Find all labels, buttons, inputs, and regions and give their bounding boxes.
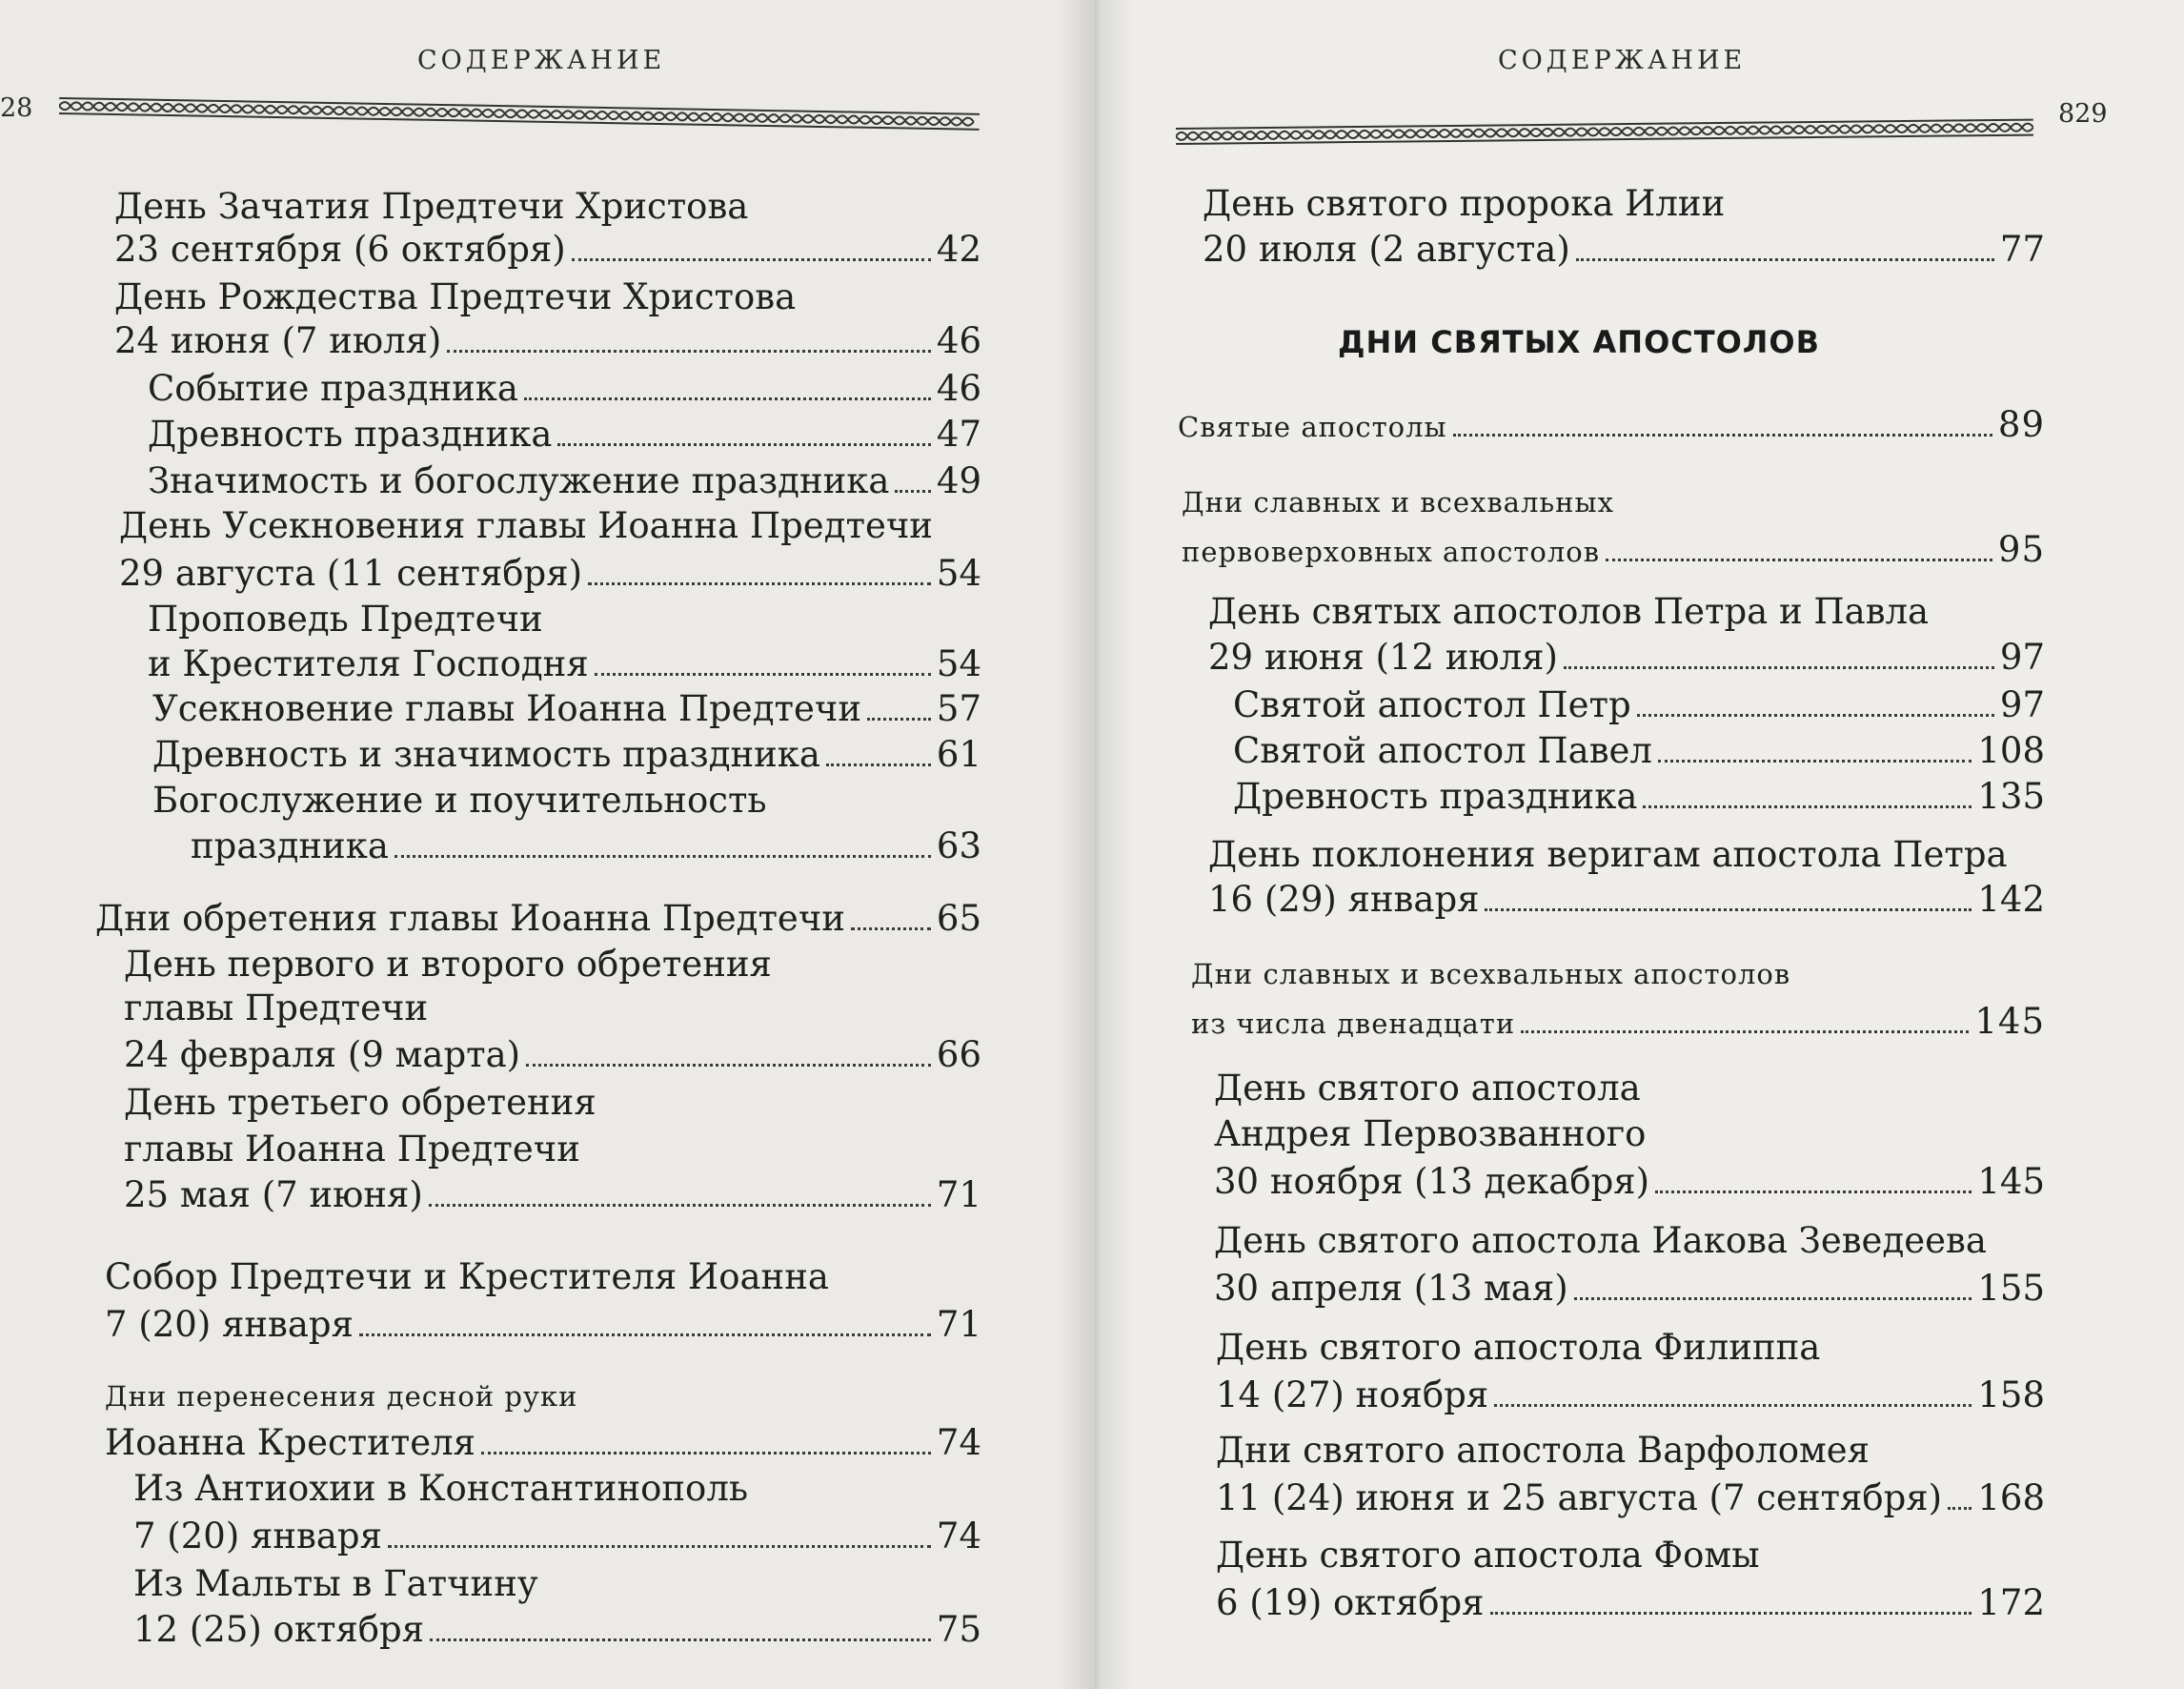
left-toc-entry (133, 1563, 538, 1605)
left-toc-entry (133, 1516, 981, 1557)
dot-leader (388, 1545, 931, 1548)
dot-leader (572, 258, 931, 261)
dot-leader (1658, 760, 1972, 763)
toc-entry-title: День Зачатия Предтечи Христова (114, 186, 749, 227)
toc-entry-title: 29 августа (11 сентября) (119, 553, 583, 594)
toc-entry-title: Святой апостол Петр (1233, 684, 1631, 725)
left-toc-entry (152, 780, 767, 822)
toc-entry-page-number: 71 (936, 1304, 981, 1345)
toc-entry-title: День третьего обретения (124, 1082, 597, 1123)
left-toc-entry (114, 229, 981, 271)
toc-entry-title: Дни славных и всехвальных апостолов (1191, 958, 1791, 990)
left-toc-entry (95, 898, 981, 940)
toc-entry-title: 20 июля (2 августа) (1203, 229, 1570, 270)
right-toc-entry (1182, 481, 1614, 523)
dot-leader (429, 1204, 931, 1207)
toc-entry-title: Значимость и богослужение праздника (148, 460, 890, 501)
right-toc-entry (1203, 183, 1725, 225)
toc-entry-page-number: 75 (936, 1609, 981, 1650)
right-toc-entry (1203, 229, 2045, 271)
toc-entry-page-number: 46 (936, 320, 981, 361)
left-toc-entry (133, 1609, 981, 1651)
right-toc-entry (1214, 1161, 2045, 1203)
toc-entry-title: День святого апостола Иакова Зеведеева (1214, 1220, 1987, 1261)
toc-entry-page-number: 145 (1974, 1001, 2045, 1042)
dot-leader (1485, 908, 1972, 911)
toc-entry-page-number: 97 (1999, 684, 2045, 725)
right-page-number: 829 (2058, 99, 2108, 129)
toc-entry-title: Древность и значимость праздника (152, 734, 820, 775)
toc-entry-page-number: 74 (936, 1422, 981, 1463)
toc-entry-page-number: 65 (936, 898, 981, 939)
toc-entry-title: День святого пророка Илии (1203, 183, 1726, 224)
dot-leader (1453, 434, 1992, 437)
left-toc-entry (105, 1375, 577, 1417)
toc-entry-title: Из Мальты в Гатчину (133, 1563, 538, 1604)
dot-leader (359, 1333, 931, 1336)
toc-entry-title: Из Антиохии в Константинополь (133, 1468, 748, 1509)
toc-entry-title: 16 (29) января (1208, 879, 1480, 920)
toc-entry-title: 23 сентября (6 октября) (114, 229, 566, 270)
right-toc-entry (1191, 1001, 2045, 1045)
toc-entry-title: главы Предтечи (124, 987, 429, 1028)
toc-entry-title: День святых апостолов Петра и Павла (1208, 591, 1930, 632)
toc-entry-title: главы Иоанна Предтечи (124, 1129, 580, 1170)
toc-entry-title: Дни обретения главы Иоанна Предтечи (95, 898, 845, 939)
toc-entry-page-number: 54 (936, 553, 981, 594)
right-toc-entry (1178, 404, 2045, 448)
left-toc-entry (152, 688, 981, 730)
right-toc-entry (1214, 1268, 2045, 1310)
left-running-header: СОДЕРЖАНИЕ (417, 46, 666, 75)
left-toc-entry (152, 734, 981, 776)
dot-leader (851, 927, 931, 930)
dot-leader (526, 1064, 931, 1067)
toc-entry-page-number: 97 (1999, 637, 2045, 678)
toc-entry-title: 24 февраля (9 марта) (124, 1034, 521, 1075)
toc-entry-title: День святого апостола Филиппа (1216, 1327, 1821, 1368)
toc-entry-title: Древность праздника (1233, 776, 1638, 817)
dot-leader (1490, 1612, 1972, 1615)
dot-leader (1948, 1507, 1972, 1510)
toc-entry-title: Проповедь Предтечи (148, 599, 543, 640)
dot-leader (826, 763, 931, 766)
left-toc-entry (114, 320, 981, 362)
left-toc-entry (105, 1422, 981, 1464)
right-toc-entry (1233, 684, 2045, 726)
right-toc-entry (1208, 834, 2008, 876)
toc-entry-page-number: 89 (1997, 404, 2045, 445)
dot-leader (1574, 1297, 1972, 1300)
left-toc-entry (105, 1304, 981, 1346)
left-toc-entry (148, 414, 981, 456)
left-toc-entry (114, 276, 796, 318)
toc-entry-title: 7 (20) января (133, 1516, 382, 1557)
left-toc-entry (119, 505, 933, 547)
left-toc-entry (124, 1129, 580, 1170)
toc-entry-page-number: 57 (936, 688, 981, 729)
toc-entry-title: Дни перенесения десной руки (105, 1380, 578, 1413)
left-toc-entry (148, 599, 543, 641)
toc-entry-title: 29 июня (12 июля) (1208, 637, 1558, 678)
toc-entry-title: 24 июня (7 июля) (114, 320, 442, 361)
right-toc-entry (1216, 1582, 2045, 1624)
toc-entry-title: Дни святого апостола Варфоломея (1216, 1430, 1870, 1471)
right-running-header: СОДЕРЖАНИЕ (1498, 46, 1747, 75)
dot-leader (1576, 258, 1994, 261)
dot-leader (447, 350, 931, 353)
toc-entry-title: праздника (191, 825, 389, 866)
toc-entry-title: 30 ноября (13 декабря) (1214, 1161, 1650, 1202)
right-toc-entry (1214, 1068, 1641, 1109)
toc-entry-title: 12 (25) октября (133, 1609, 425, 1650)
right-toc-entry (1214, 1113, 1646, 1155)
right-toc-entry (1233, 776, 2045, 818)
toc-entry-page-number: 135 (1977, 776, 2045, 817)
toc-entry-page-number: 77 (1999, 229, 2045, 270)
right-toc-entry (1208, 637, 2045, 679)
left-toc-entry (148, 643, 981, 685)
toc-entry-title: Иоанна Крестителя (105, 1422, 476, 1463)
right-toc-entry (1191, 953, 1790, 995)
left-toc-entry (148, 460, 981, 502)
toc-entry-title: из числа двенадцати (1191, 1007, 1516, 1040)
toc-entry-page-number: 49 (936, 460, 981, 501)
toc-entry-title: День святого апостола Фомы (1216, 1535, 1760, 1576)
right-page (1092, 0, 2184, 1689)
toc-entry-page-number: 42 (936, 229, 981, 270)
toc-entry-page-number: 61 (936, 734, 981, 775)
right-toc-entry (1233, 730, 2045, 772)
right-toc-entry (1214, 1220, 1987, 1262)
dot-leader (1494, 1404, 1972, 1407)
toc-entry-title: Святые апостолы (1178, 411, 1447, 443)
toc-entry-title: 7 (20) января (105, 1304, 354, 1345)
toc-entry-title: и Крестителя Господня (148, 643, 589, 684)
toc-entry-page-number: 95 (1997, 529, 2045, 570)
toc-entry-page-number: 145 (1977, 1161, 2045, 1202)
toc-entry-title: Дни славных и всехвальных (1182, 486, 1614, 519)
left-page-number: 28 (0, 93, 33, 123)
toc-entry-title: День святого апостола (1214, 1068, 1641, 1109)
toc-entry-page-number: 71 (936, 1174, 981, 1215)
dot-leader (1521, 1030, 1969, 1033)
toc-entry-title: 30 апреля (13 мая) (1214, 1268, 1568, 1309)
toc-entry-title: Богослужение и поучительность (152, 780, 767, 821)
toc-entry-title: 11 (24) июня и 25 августа (7 сентября) (1216, 1477, 1943, 1518)
dot-leader (595, 673, 931, 676)
left-toc-entry (148, 368, 981, 410)
toc-entry-title: 14 (27) ноября (1216, 1374, 1489, 1415)
left-toc-entry (105, 1256, 829, 1298)
toc-entry-page-number: 172 (1977, 1582, 2045, 1623)
left-toc-entry (124, 1034, 981, 1076)
toc-entry-title: Событие праздника (148, 368, 518, 409)
toc-entry-page-number: 142 (1977, 879, 2045, 920)
left-toc-entry (114, 186, 748, 228)
left-toc-entry (133, 1468, 748, 1510)
right-toc-entry (1216, 1535, 1760, 1577)
dot-leader (1637, 714, 1994, 717)
right-toc-entry (1182, 529, 2045, 573)
dot-leader (1655, 1190, 1972, 1193)
toc-entry-page-number: 46 (936, 368, 981, 409)
right-toc-entry (1208, 879, 2045, 921)
toc-entry-title: День Рождества Предтечи Христова (114, 276, 797, 317)
dot-leader (1564, 666, 1994, 669)
toc-entry-page-number: 158 (1977, 1374, 2045, 1415)
dot-leader (588, 582, 931, 585)
dot-leader (1643, 805, 1972, 808)
toc-entry-title: Святой апостол Павел (1233, 730, 1652, 771)
dot-leader (1606, 559, 1992, 561)
section-title: ДНИ СВЯТЫХ АПОСТОЛОВ (1338, 324, 1820, 360)
dot-leader (557, 443, 931, 446)
toc-entry-title: День Усекновения главы Иоанна Предтечи (119, 505, 933, 546)
toc-entry-page-number: 47 (936, 414, 981, 455)
dot-leader (895, 490, 930, 493)
left-toc-entry (124, 944, 772, 986)
toc-entry-page-number: 155 (1977, 1268, 2045, 1309)
right-toc-entry (1216, 1430, 1870, 1472)
toc-entry-title: первоверховных апостолов (1182, 536, 1601, 568)
toc-entry-page-number: 54 (936, 643, 981, 684)
right-toc-entry (1208, 591, 1929, 633)
right-toc-entries (1092, 0, 2184, 1689)
left-toc-entry (124, 987, 428, 1029)
toc-entry-title: Древность праздника (148, 414, 553, 455)
left-toc-entry (124, 1082, 597, 1124)
left-toc-entry (124, 1174, 981, 1216)
toc-entry-page-number: 63 (936, 825, 981, 866)
dot-leader (524, 397, 931, 400)
toc-entry-title: Собор Предтечи и Крестителя Иоанна (105, 1256, 829, 1297)
toc-entry-page-number: 66 (936, 1034, 981, 1075)
toc-entry-title: День первого и второго обретения (124, 944, 772, 985)
toc-entry-title: День поклонения веригам апостола Петра (1208, 834, 2008, 875)
toc-entry-page-number: 74 (936, 1516, 981, 1557)
dot-leader (481, 1452, 931, 1455)
left-toc-entry (119, 553, 981, 595)
dot-leader (394, 855, 931, 858)
right-toc-entry (1216, 1327, 1820, 1369)
dot-leader (867, 718, 931, 721)
toc-entry-title: 25 мая (7 июня) (124, 1174, 423, 1215)
toc-entry-title: Усекновение главы Иоанна Предтечи (152, 688, 861, 729)
toc-entry-page-number: 108 (1977, 730, 2045, 771)
right-toc-entry (1216, 1374, 2045, 1416)
toc-entry-title: 6 (19) октября (1216, 1582, 1485, 1623)
toc-entry-title: Андрея Первозванного (1214, 1113, 1647, 1154)
right-toc-entry (1216, 1477, 2045, 1519)
toc-entry-page-number: 168 (1977, 1477, 2045, 1518)
dot-leader (430, 1638, 931, 1641)
left-toc-entry (191, 825, 981, 867)
